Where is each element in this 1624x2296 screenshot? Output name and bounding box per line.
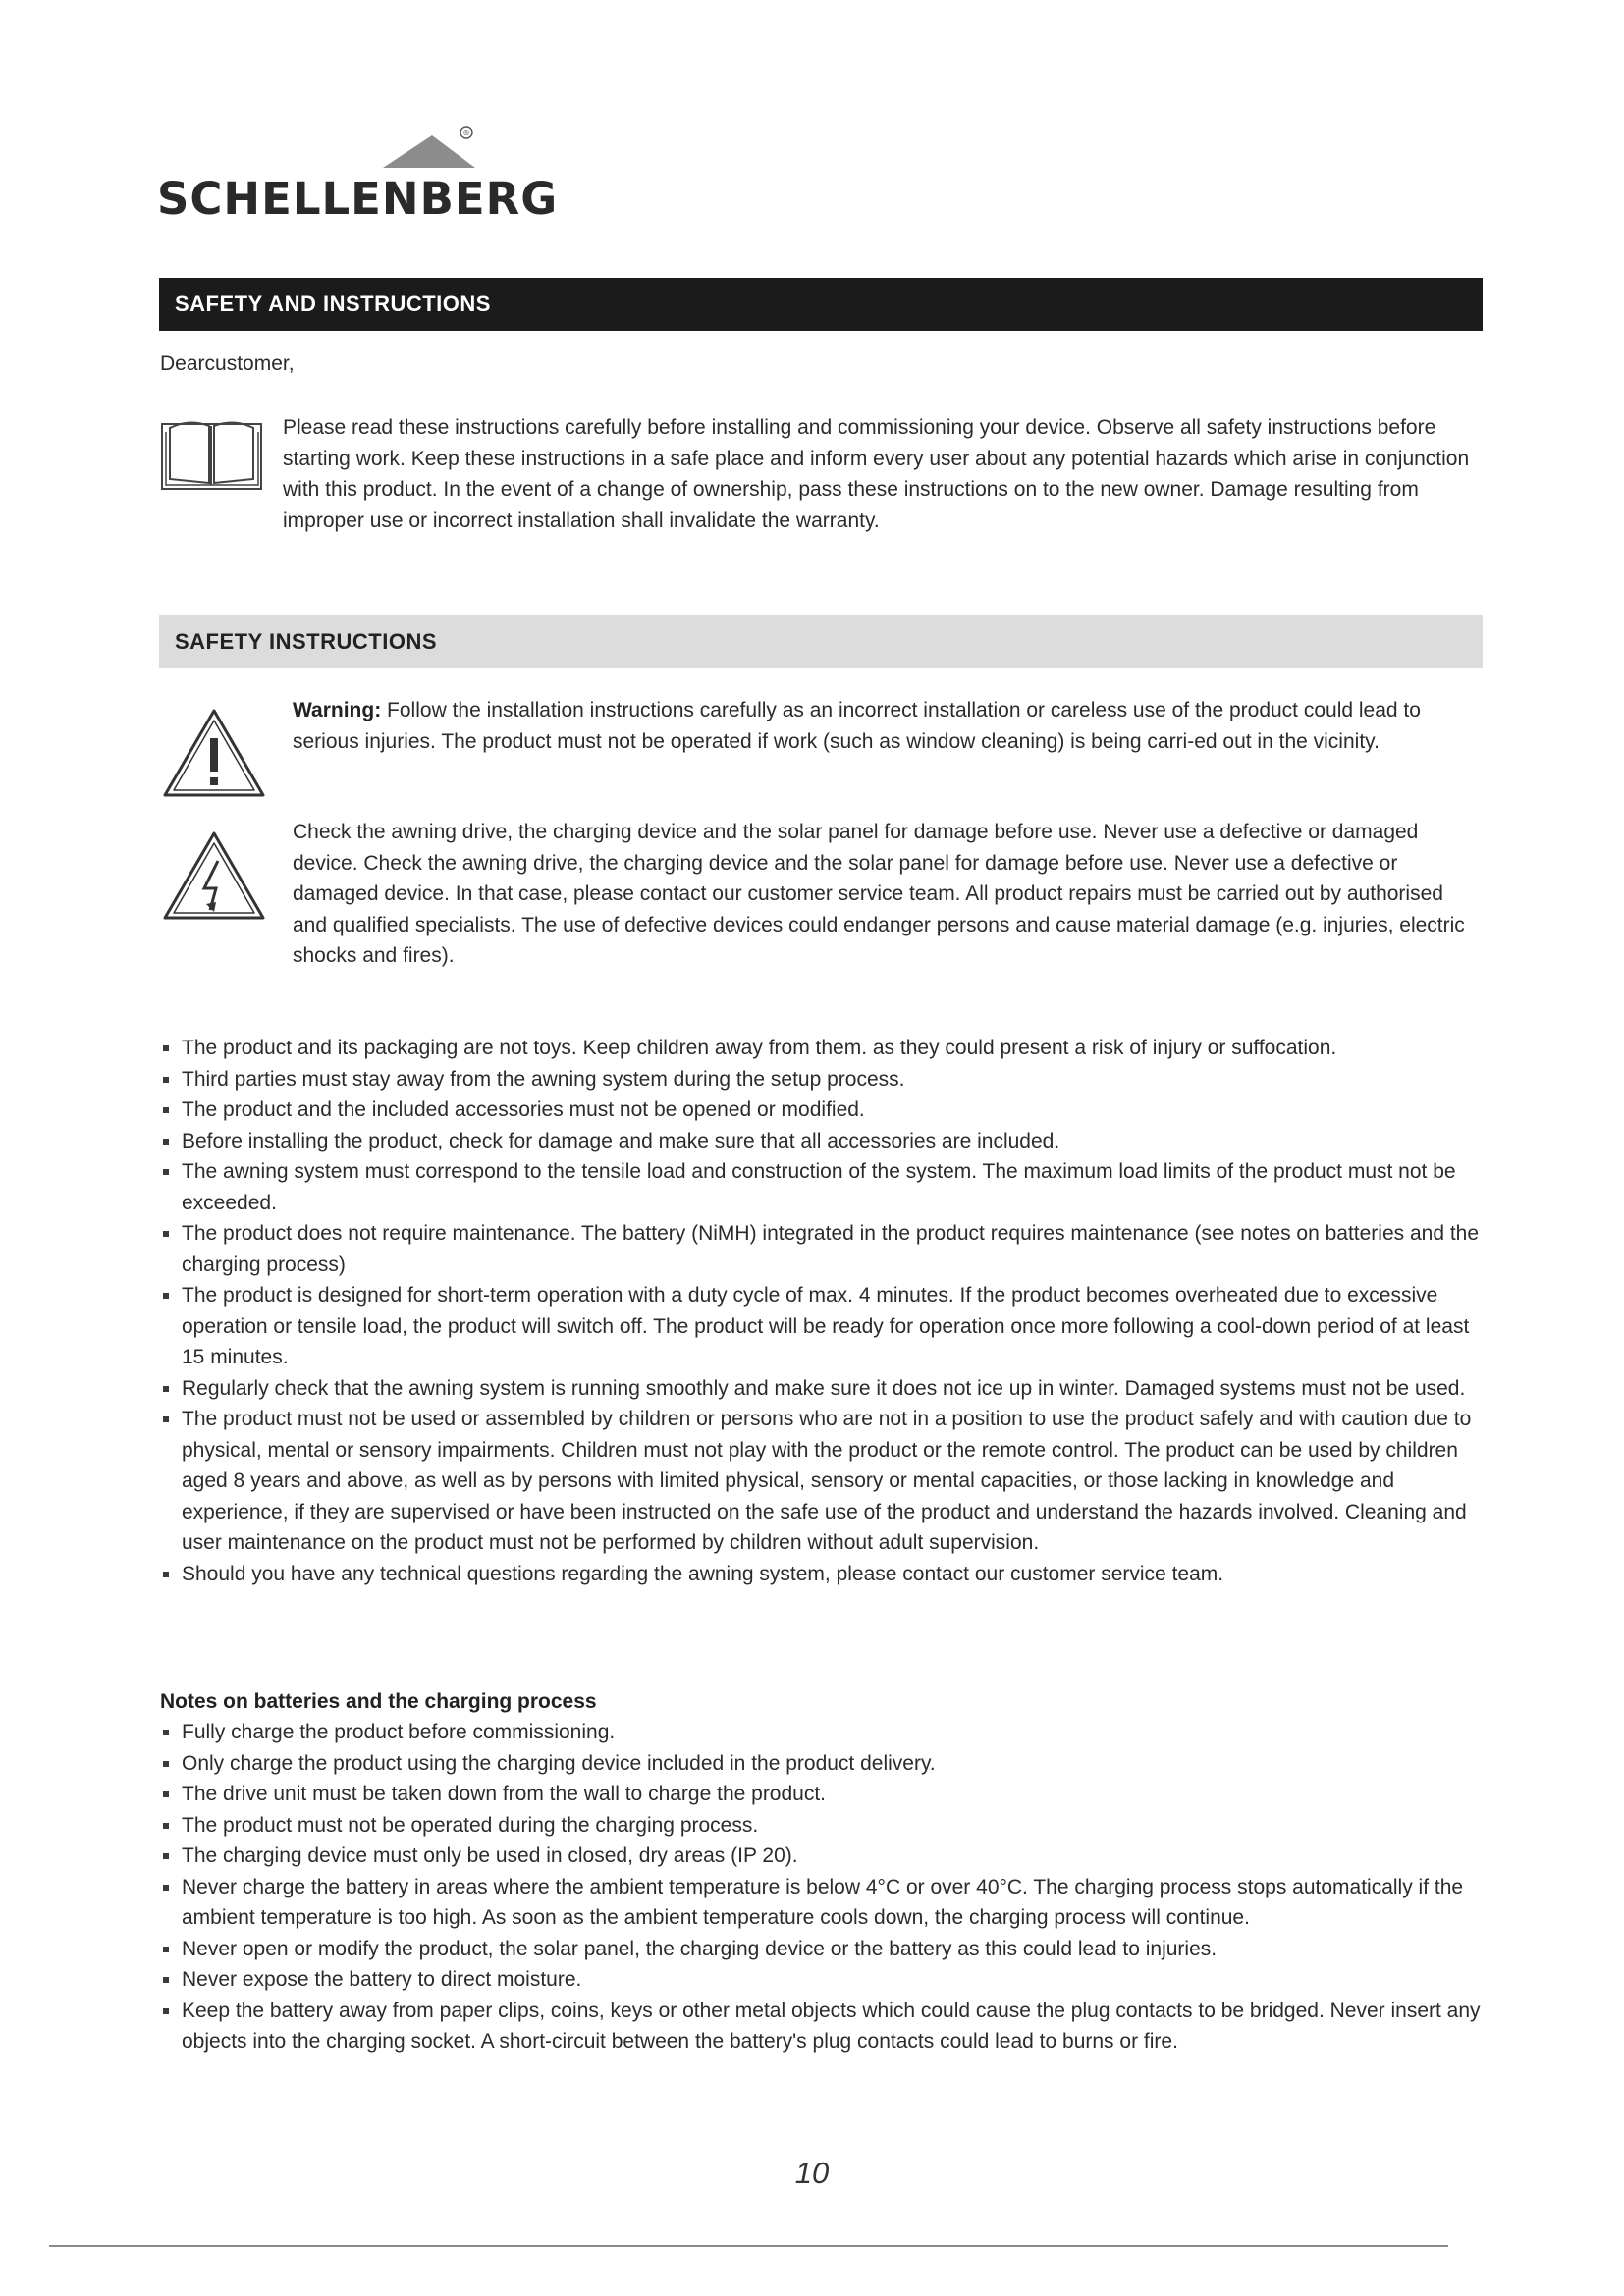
footer-divider [49, 2245, 1448, 2247]
battery-bullet-list [160, 1717, 1481, 2057]
list-item: Keep the battery away from paper clips, coins, keys or other metal objects which could cause the plug contacts to be bridged. Never insert any objects into the charging socket. A short-circuit between the battery's plug contacts could lead to burns or fire. [160, 1996, 1481, 2057]
list-item: Never open or modify the product, the solar panel, the charging device or the battery as this could lead to injuries. [160, 1934, 1481, 1965]
list-item: The drive unit must be taken down from the wall to charge the product. [160, 1779, 1481, 1810]
list-item: The product must not be operated during the charging process. [160, 1810, 1481, 1842]
warning-triangle-icon [159, 705, 269, 801]
warning-label: Warning: [293, 699, 382, 721]
section-title-safety-and-instructions: SAFETY AND INSTRUCTIONS [159, 278, 1483, 331]
brand-logo [157, 126, 559, 225]
list-item: Never charge the battery in areas where the ambient temperature is below 4°C or over 40°C. The charging process stops automatically if the ambient temperature is too high. As soon as the ambient temperature cools down, the charging process will continue. [160, 1872, 1481, 1934]
house-roof-icon [373, 126, 481, 173]
list-item: Never expose the battery to direct moisture. [160, 1964, 1481, 1996]
list-item: Only charge the product using the charging device included in the product delivery. [160, 1748, 1481, 1780]
electrical-hazard-paragraph: Check the awning drive, the charging device and the solar panel for damage before use. Never use a defective or damaged device. Check the awning drive, the charging device and the solar panel for damage before use. Never use a defective or damaged device. In that case, please contact our customer service team. All product repairs must be carried out by authorised and qualified specialists. The use of defective devices could endanger persons and cause material damage (e.g. injuries, electric shocks and fires). [293, 821, 1465, 967]
list-item: The product does not require maintenance. The battery (NiMH) integrated in the product requires maintenance (see notes on batteries and the charging process) [160, 1218, 1481, 1280]
list-item: Before installing the product, check for damage and make sure that all accessories are included. [160, 1126, 1481, 1157]
page-number: 10 [794, 2156, 830, 2190]
electric-hazard-icon [159, 828, 269, 924]
intro-text: Please read these instructions carefully before installing and commissioning your device. Observe all safety instructions before starting work. Keep these instructions in a safe place and inform every user about any potential hazards which arise in conjunction with this product. In the event of a change of ownership, pass these instructions on to the new owner. Damage resulting from improper use or incorrect installation shall invalidate the warranty. [283, 416, 1470, 532]
list-item: The product is designed for short-term operation with a duty cycle of max. 4 minutes. If the product becomes overheated due to excessive operation or tensile load, the product will switch off. The product will be ready for operation once more following a cool-down period of at least 15 minutes. [160, 1280, 1481, 1373]
intro-paragraph [160, 412, 1478, 536]
list-item: The product and the included accessories must not be opened or modified. [160, 1095, 1481, 1126]
warning-text: Follow the installation instructions carefully as an incorrect installation or careless use of the product could lead to serious injuries. The product must not be operated if work (such as window cleaning) is being carri-ed out in the vicinity. [293, 699, 1421, 753]
battery-notes-heading: Notes on batteries and the charging process [160, 1690, 597, 1713]
list-item: The product must not be used or assembled by children or persons who are not in a position to use the product safely and with caution due to physical, mental or sensory impairments. Children must not play with the product or the remote control. The product can be used by children aged 8 years and above, as well as by persons with limited physical, sensory or mental capacities, or those lacking in knowledge and experience, if they are supervised or have been instructed on the safe use of the product and understand the hazards involved. Cleaning and user maintenance on the product must not be performed by children without adult supervision. [160, 1404, 1481, 1559]
brand-wordmark: SCHELLENBERG [157, 173, 559, 225]
list-item: Should you have any technical questions regarding the awning system, please contact our customer service team. [160, 1559, 1481, 1590]
list-item: Fully charge the product before commissioning. [160, 1717, 1481, 1748]
list-item: The awning system must correspond to the tensile load and construction of the system. The maximum load limits of the product must not be exceeded. [160, 1156, 1481, 1218]
greeting: Dearcustomer, [160, 352, 295, 375]
warning-paragraph [293, 695, 1471, 757]
list-item: Regularly check that the awning system is running smoothly and make sure it does not ice up in winter. Damaged systems must not be used. [160, 1373, 1481, 1405]
registered-mark: ® [462, 129, 470, 137]
list-item: The charging device must only be used in closed, dry areas (IP 20). [160, 1841, 1481, 1872]
list-item: The product and its packaging are not toys. Keep children away from them. as they could present a risk of injury or suffocation. [160, 1033, 1481, 1064]
list-item: Third parties must stay away from the awning system during the setup process. [160, 1064, 1481, 1095]
section-title-safety-instructions: SAFETY INSTRUCTIONS [159, 615, 1483, 668]
safety-bullet-list [160, 1033, 1481, 1589]
